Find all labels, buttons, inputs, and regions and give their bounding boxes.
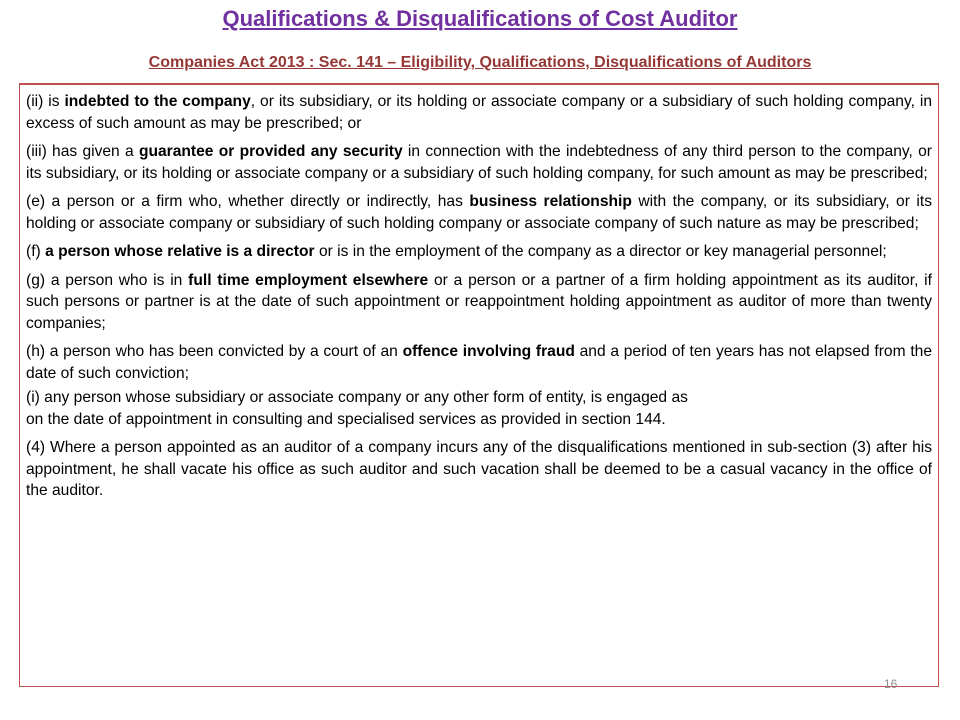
- clause-i-line2: on the date of appointment in consulting and specialised services as provided in section 144.: [26, 410, 666, 428]
- page-number: 16: [884, 677, 898, 691]
- clause-g: (g) a person who is in full time employment elsewhere or a person or a partner of a firm holding appointment as its auditor, if such persons or partner is at the date of such appointment or reappointment holding appointment as auditor of more than twenty companies;: [26, 271, 932, 332]
- clause-ii: (ii) is indebted to the company, or its subsidiary, or its holding or associate company or a subsidiary of such holding company, in excess of such amount as may be prescribed; or: [26, 93, 932, 132]
- slide-subtitle: Companies Act 2013 : Sec. 141 – Eligibility, Qualifications, Disqualifications of Auditors: [148, 54, 812, 71]
- subsection-4: (4) Where a person appointed as an auditor of a company incurs any of the disqualifications mentioned in sub-section (3) after his appointment, he shall vacate his office as such auditor and such vacation shall be deemed to be a casual vacancy in the office of the auditor.: [26, 439, 932, 499]
- clause-i: [26, 387, 932, 430]
- clause-iii: (iii) has given a guarantee or provided any security in connection with the indebtedness of any third person to the company, or its subsidiary, or its holding or associate company or a subsidiary of such holding company, for such amount as may be prescribed;: [26, 143, 932, 182]
- content-box: [19, 83, 939, 687]
- clause-e: (e) a person or a firm who, whether directly or indirectly, has business relationship with the company, or its subsidiary, or its holding or associate company or subsidiary of such holding company or associate company of such nature as may be prescribed;: [26, 193, 933, 232]
- clause-h: (h) a person who has been convicted by a court of an offence involving fraud and a period of ten years has not elapsed from the date of such conviction;: [26, 343, 932, 382]
- clause-i-line1: (i) any person whose subsidiary or associate company or any other form of entity, is engaged as: [26, 389, 688, 406]
- clause-f: (f) a person whose relative is a director or is in the employment of the company as a director or key managerial personnel;: [26, 243, 887, 260]
- slide-title: Qualifications & Disqualifications of Cost Auditor: [222, 6, 738, 31]
